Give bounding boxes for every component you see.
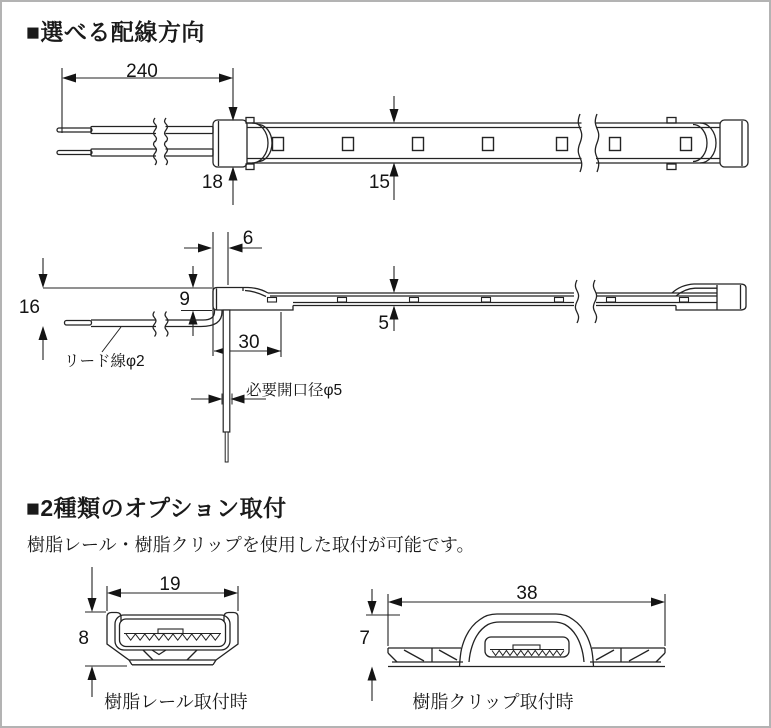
arrowhead (219, 74, 233, 83)
left-wing (388, 648, 461, 662)
dim-bar-width (390, 96, 399, 200)
arrowhead (189, 274, 198, 288)
arrowhead (651, 598, 665, 607)
wiring-section-heading: ■選べる配線方向 (26, 19, 205, 45)
arrowhead (368, 601, 377, 615)
molded-end-arc (252, 123, 268, 163)
molded-end-arc (258, 125, 272, 162)
side-view-drawing (19, 228, 746, 462)
dim-label-6: 6 (242, 228, 254, 249)
arrowhead (88, 666, 97, 680)
clip-caption: 樹脂クリップ取付時 (412, 692, 574, 712)
break-mark (575, 280, 578, 323)
lead-wire-vertical (222, 310, 232, 462)
bar-cross-section (115, 615, 230, 650)
top-view-drawing (57, 61, 748, 205)
arrowhead (209, 395, 223, 404)
arrowhead (189, 311, 198, 325)
lead-wire-label: リード線φ2 (64, 353, 145, 370)
dim-bar-thickness (390, 266, 399, 331)
dim-connector-height (229, 107, 238, 205)
arrowhead (388, 598, 402, 607)
arrowhead (39, 274, 48, 288)
rail-caption: 樹脂レール取付時 (104, 692, 248, 712)
dim-label-240: 240 (126, 61, 158, 82)
dim-clip-height (366, 589, 400, 701)
opening-label: 必要開口径φ5 (246, 382, 343, 399)
arrowhead (390, 109, 399, 123)
clip-profile (388, 614, 665, 667)
dim-label-15: 15 (368, 172, 390, 193)
bar-cross-section (485, 637, 569, 657)
arrowhead (39, 326, 48, 340)
lead-wires (57, 117, 213, 166)
arrowhead (229, 107, 238, 121)
light-bar-side-view (213, 279, 746, 325)
lead-wire-horizontal (65, 310, 223, 337)
arrowhead (231, 395, 245, 404)
light-bar-top-view (213, 113, 748, 174)
break-gap (156, 312, 166, 335)
arrowhead (267, 347, 281, 356)
mounting-section-heading: ■2種類のオプション取付 (26, 495, 287, 521)
arrowhead (229, 244, 243, 253)
right-wing (592, 648, 665, 662)
arrowhead (107, 589, 121, 598)
arrowhead (390, 163, 399, 177)
led-chips (273, 138, 692, 151)
dim-label-5: 5 (378, 313, 389, 334)
arrowhead (390, 306, 399, 320)
dim-label-7: 7 (359, 628, 370, 649)
break-mark (593, 280, 596, 323)
led-chips (268, 298, 689, 303)
arrowhead (229, 167, 238, 181)
break-gap (156, 117, 166, 166)
arrowhead (62, 74, 76, 83)
left-connector (213, 288, 293, 311)
right-end-cap (720, 120, 748, 167)
molded-end-arc (693, 125, 707, 162)
serration (492, 651, 564, 656)
arrowhead (390, 279, 399, 293)
dim-label-19: 19 (159, 574, 181, 595)
rail-profile (107, 613, 238, 665)
mounting-description: 樹脂レール・樹脂クリップを使用した取付が可能です。 (27, 535, 475, 555)
dim-label-30: 30 (238, 332, 260, 353)
break-gap (582, 113, 597, 174)
break-gap (579, 279, 594, 325)
dim-label-16: 16 (18, 297, 40, 318)
arrowhead (224, 589, 238, 598)
arrowhead (368, 667, 377, 681)
arrowhead (88, 598, 97, 612)
arrowhead (198, 244, 212, 253)
dim-label-18: 18 (201, 172, 223, 193)
leader-line (102, 327, 121, 352)
rail-cross-section (78, 567, 238, 697)
dim-label-8: 8 (78, 628, 89, 649)
serration (126, 634, 220, 640)
dim-rail-height (85, 567, 127, 697)
break-mark (153, 312, 156, 337)
clip-cross-section (359, 583, 665, 701)
dim-label-38: 38 (516, 583, 538, 604)
dim-label-9: 9 (179, 289, 190, 310)
